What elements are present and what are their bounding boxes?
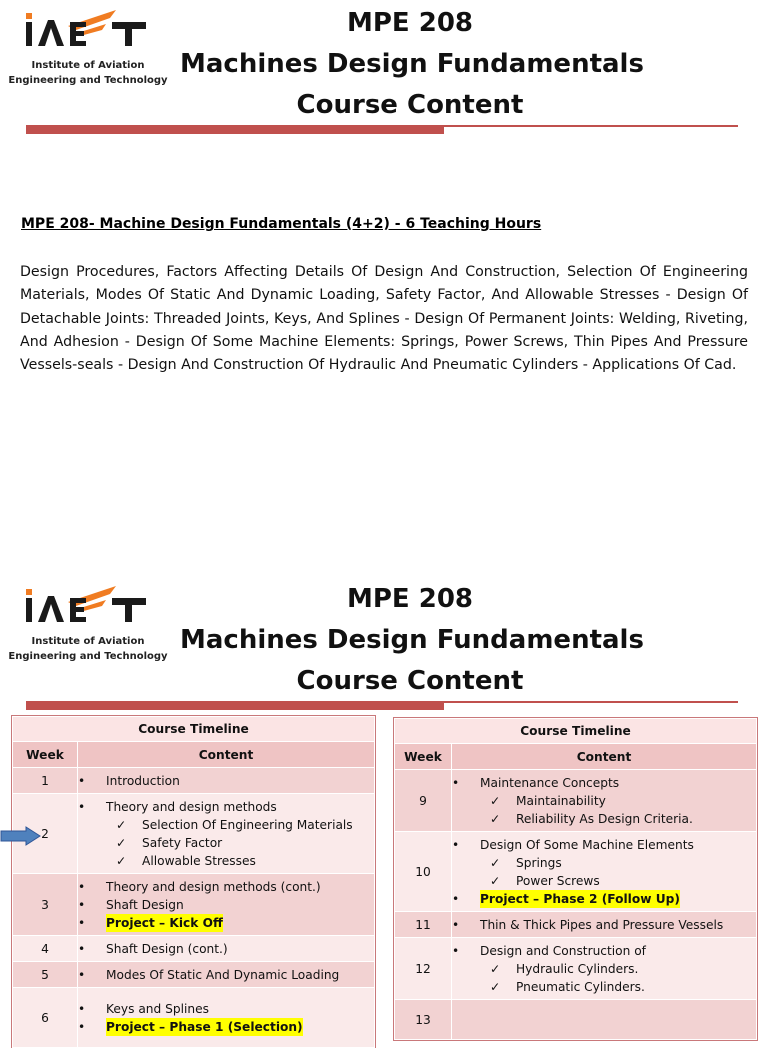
course-description: Design Procedures, Factors Affecting Details Of Design And Construction, Selection Of Engineering Materials, Modes Of Static And Dynamic Loading, Safety Factor, And Allowable Stresses - Design Of Detachable Joints: Threaded Joints, Keys, And Splines - Design Of Permanent Joints: Welding, Riveting, And Adhesion - Design Of Some Machine Elements: Springs, Power Screws, Thin Pipes And Pressure Vessels-seals - Design And Construction Of Hydraulic And Pneumatic Cylinders - Applications Of Cad. — [20, 264, 748, 374]
checkmark-icon: ✓ — [490, 793, 501, 808]
week-cell: 10 — [395, 832, 452, 912]
bullet-item — [78, 914, 374, 932]
subtopic-text: Reliability As Design Criteria. — [516, 811, 693, 826]
course-name: Machines Design Fundamentals — [180, 625, 644, 655]
slide-title-block — [180, 579, 644, 702]
bullet-item — [452, 942, 756, 960]
topic-text: Keys and Splines — [106, 1001, 209, 1016]
table-row — [395, 938, 757, 1000]
table-caption: Course Timeline — [395, 719, 757, 744]
checkmark-icon: ✓ — [490, 873, 501, 888]
topic-text: Shaft Design (cont.) — [106, 941, 228, 956]
bullet-icon: • — [452, 837, 460, 852]
subtopic-text: Allowable Stresses — [142, 853, 256, 868]
content-cell — [78, 988, 375, 1048]
bullet-icon: • — [78, 967, 86, 982]
table-row — [395, 770, 757, 832]
content-cell — [78, 794, 375, 874]
subtopic-text: Springs — [516, 855, 562, 870]
topic-text: Introduction — [106, 773, 180, 788]
column-header-content: Content — [452, 744, 757, 770]
course-code: MPE 208 — [346, 8, 473, 38]
bullet-icon: • — [78, 1001, 86, 1016]
week-cell: 1 — [13, 768, 78, 794]
table-row — [13, 768, 375, 794]
content-cell — [78, 936, 375, 962]
bullet-icon: • — [78, 915, 86, 930]
table-row — [395, 912, 757, 938]
check-item — [452, 872, 756, 890]
check-item — [78, 852, 374, 870]
content-cell — [452, 912, 757, 938]
course-subtitle: Course Content — [296, 90, 524, 120]
check-item — [452, 792, 756, 810]
bullet-icon: • — [78, 941, 86, 956]
content-cell — [452, 832, 757, 912]
title-rule-accent — [26, 702, 444, 710]
subtopic-text: Power Screws — [516, 873, 600, 888]
bullet-icon: • — [452, 943, 460, 958]
project-milestone: Project – Kick Off — [106, 915, 223, 930]
table-row — [395, 1000, 757, 1040]
checkmark-icon: ✓ — [116, 835, 127, 850]
subtopic-text: Hydraulic Cylinders. — [516, 961, 639, 976]
table-row — [13, 962, 375, 988]
subtopic-text: Pneumatic Cylinders. — [516, 979, 645, 994]
table-row — [13, 794, 375, 874]
table-caption: Course Timeline — [13, 717, 375, 742]
logo-caption-line1: Institute of Aviation — [31, 60, 145, 71]
subtopic-text: Selection Of Engineering Materials — [142, 817, 353, 832]
course-heading: MPE 208- Machine Design Fundamentals (4+2) - 6 Teaching Hours — [21, 216, 542, 232]
topic-text: Design Of Some Machine Elements — [480, 837, 694, 852]
check-item — [452, 810, 756, 828]
checkmark-icon: ✓ — [490, 979, 501, 994]
table-row — [395, 832, 757, 912]
logo-caption-line2: Engineering and Technology — [8, 651, 168, 662]
bullet-icon: • — [452, 917, 460, 932]
topic-text: Maintenance Concepts — [480, 775, 620, 790]
logo — [8, 8, 168, 93]
content-cell — [452, 938, 757, 1000]
week-cell: 13 — [395, 1000, 452, 1040]
checkmark-icon: ✓ — [490, 855, 501, 870]
bullet-item — [78, 798, 374, 816]
bullet-icon: • — [78, 1019, 86, 1034]
week-cell: 4 — [13, 936, 78, 962]
checkmark-icon: ✓ — [490, 811, 501, 826]
table-row — [13, 874, 375, 936]
bullet-item — [452, 836, 756, 854]
slide-title-block — [180, 3, 644, 126]
check-item — [78, 834, 374, 852]
check-item — [78, 816, 374, 834]
topic-text: Modes Of Static And Dynamic Loading — [106, 967, 340, 982]
week-cell: 5 — [13, 962, 78, 988]
timeline-table-left — [12, 716, 375, 1048]
bullet-item — [452, 890, 756, 908]
bullet-icon: • — [452, 891, 460, 906]
bullet-icon: • — [78, 897, 86, 912]
content-cell — [78, 962, 375, 988]
topic-text: Thin & Thick Pipes and Pressure Vessels — [480, 917, 724, 932]
timeline-table-right — [394, 718, 757, 1040]
logo-caption-line2: Engineering and Technology — [8, 75, 168, 86]
column-header-week: Week — [13, 742, 78, 768]
iaet-logo-icon — [24, 8, 148, 48]
bullet-item — [78, 966, 374, 984]
check-item — [452, 978, 756, 996]
bullet-icon: • — [452, 775, 460, 790]
topic-text: Theory and design methods — [106, 799, 277, 814]
column-header-content: Content — [78, 742, 375, 768]
project-milestone: Project – Phase 1 (Selection) — [106, 1019, 303, 1034]
course-name: Machines Design Fundamentals — [180, 49, 644, 79]
table-row — [13, 988, 375, 1048]
week-cell: 2 — [13, 794, 78, 874]
course-code: MPE 208 — [346, 584, 473, 614]
subtopic-text: Safety Factor — [142, 835, 223, 850]
column-header-week: Week — [395, 744, 452, 770]
bullet-item — [78, 896, 374, 914]
week-cell: 12 — [395, 938, 452, 1000]
bullet-item — [78, 878, 374, 896]
bullet-item — [452, 916, 756, 934]
title-rule-accent — [26, 126, 444, 134]
content-cell — [78, 768, 375, 794]
bullet-item — [78, 772, 374, 790]
content-cell — [78, 874, 375, 936]
project-milestone: Project – Phase 2 (Follow Up) — [480, 891, 680, 906]
table-row — [13, 936, 375, 962]
topic-text: Shaft Design — [106, 897, 184, 912]
topic-text: Theory and design methods (cont.) — [106, 879, 321, 894]
content-cell — [452, 770, 757, 832]
bullet-item — [78, 1018, 374, 1036]
check-item — [452, 854, 756, 872]
checkmark-icon: ✓ — [490, 961, 501, 976]
check-item — [452, 960, 756, 978]
week-cell: 3 — [13, 874, 78, 936]
subtopic-text: Maintainability — [516, 793, 606, 808]
bullet-item — [452, 774, 756, 792]
week-cell: 9 — [395, 770, 452, 832]
bullet-icon: • — [78, 799, 86, 814]
course-subtitle: Course Content — [296, 666, 524, 696]
week-cell: 6 — [13, 988, 78, 1048]
bullet-item — [78, 940, 374, 958]
topic-text: Design and Construction of — [480, 943, 646, 958]
iaet-logo-icon — [24, 584, 148, 624]
checkmark-icon: ✓ — [116, 817, 127, 832]
current-week-arrow-icon — [0, 826, 42, 846]
bullet-item — [78, 1000, 374, 1018]
checkmark-icon: ✓ — [116, 853, 127, 868]
week-cell: 11 — [395, 912, 452, 938]
bullet-icon: • — [78, 879, 86, 894]
bullet-icon: • — [78, 773, 86, 788]
content-cell — [452, 1000, 757, 1040]
logo — [8, 584, 168, 669]
logo-caption-line1: Institute of Aviation — [31, 636, 145, 647]
